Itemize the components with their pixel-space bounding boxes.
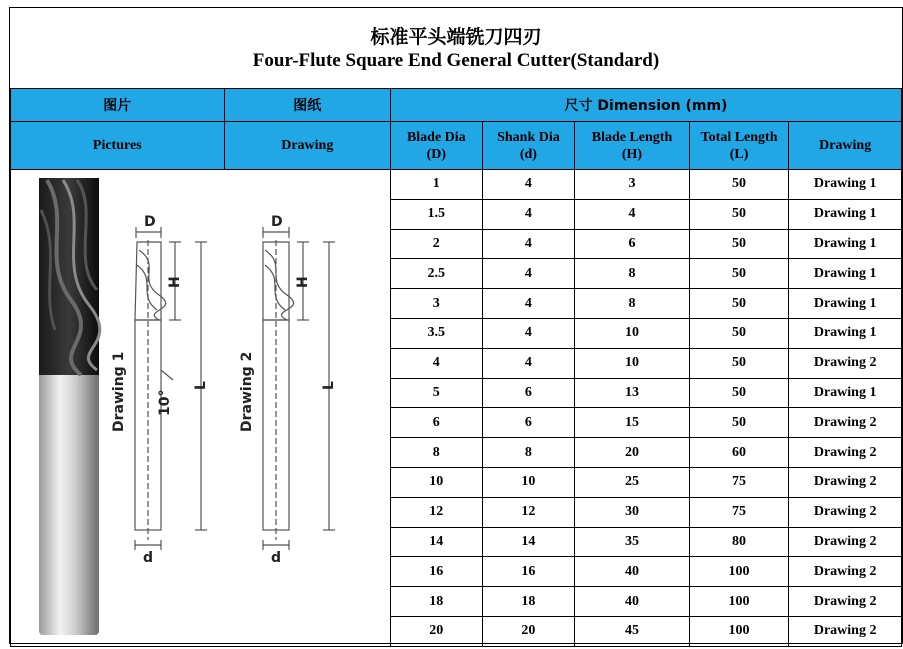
cell-blade-length: 20 <box>575 438 690 468</box>
cell-shank-dia: 4 <box>482 289 575 319</box>
header-drawing-cn: 图纸 <box>224 89 390 122</box>
cell-shank-dia: 6 <box>482 378 575 408</box>
cell-blade-dia: 5 <box>391 378 483 408</box>
cell-blade-length: 8 <box>575 289 690 319</box>
cell-shank-dia: 4 <box>482 199 575 229</box>
cell-blade-length: 15 <box>575 408 690 438</box>
drawing-2-D-label: D <box>271 214 283 230</box>
drawing-1-L-label: L <box>193 381 209 390</box>
drawing-2-label: Drawing 2 <box>239 351 255 432</box>
cell-total-length: 75 <box>689 467 789 497</box>
cell-shank-dia: 4 <box>482 170 575 200</box>
cell-drawing: Drawing 1 <box>789 289 902 319</box>
cell-shank-dia: 14 <box>482 527 575 557</box>
drawing-2-d-label: d <box>271 550 282 566</box>
cell-blade-length: 4 <box>575 199 690 229</box>
header-blade-length: Blade Length (H) <box>575 122 690 170</box>
title-block <box>10 8 902 88</box>
cell-drawing: Drawing 1 <box>789 199 902 229</box>
cell-drawing: Drawing 2 <box>789 467 902 497</box>
header-drawing-col: Drawing <box>789 122 902 170</box>
cell-drawing: Drawing 2 <box>789 438 902 468</box>
cell-blade-length: 40 <box>575 587 690 617</box>
cell-shank-dia: 12 <box>482 497 575 527</box>
header-total-length: Total Length (L) <box>689 122 789 170</box>
header-shank-dia: Shank Dia (d) <box>482 122 575 170</box>
cell-blade-dia: 14 <box>391 527 483 557</box>
cell-total-length: 50 <box>689 170 789 200</box>
header-pictures-cn: 图片 <box>11 89 225 122</box>
cell-total-length: 50 <box>689 318 789 348</box>
cell-blade-dia: 20 <box>391 616 483 646</box>
cell-blade-length: 30 <box>575 497 690 527</box>
cell-shank-dia: 4 <box>482 348 575 378</box>
cell-drawing: Drawing 1 <box>789 318 902 348</box>
cell-shank-dia: 4 <box>482 259 575 289</box>
cell-shank-dia: 16 <box>482 557 575 587</box>
cell-blade-dia: 6 <box>391 408 483 438</box>
drawing-1-D-label: D <box>144 214 156 230</box>
title-chinese: 标准平头端铣刀四刃 <box>370 26 542 48</box>
cell-total-length: 50 <box>689 378 789 408</box>
cell-blade-length: 25 <box>575 467 690 497</box>
cell-total-length: 75 <box>689 497 789 527</box>
cell-shank-dia: 6 <box>482 408 575 438</box>
cell-blade-dia: 2.5 <box>391 259 483 289</box>
drawing-2-L-label: L <box>321 381 337 390</box>
cell-total-length: 50 <box>689 199 789 229</box>
picture-drawing-cell <box>11 170 391 647</box>
cell-drawing: Drawing 1 <box>789 170 902 200</box>
cell-blade-dia: 10 <box>391 467 483 497</box>
header-drawing: Drawing <box>224 122 390 170</box>
cell-drawing: Drawing 2 <box>789 527 902 557</box>
cell-blade-dia: 4 <box>391 348 483 378</box>
cell-blade-length: 8 <box>575 259 690 289</box>
drawing-1-angle-label: 10° <box>157 389 173 416</box>
cell-blade-dia: 12 <box>391 497 483 527</box>
drawing-1-H-label: H <box>167 276 183 288</box>
title-english: Four-Flute Square End General Cutter(Standard) <box>252 50 660 71</box>
cell-drawing: Drawing 2 <box>789 616 902 646</box>
cell-blade-length: 13 <box>575 378 690 408</box>
cell-blade-length: 6 <box>575 229 690 259</box>
cell-total-length: 50 <box>689 408 789 438</box>
cell-blade-dia: 18 <box>391 587 483 617</box>
cell-total-length: 100 <box>689 587 789 617</box>
cell-blade-length: 10 <box>575 348 690 378</box>
spec-sheet <box>9 7 903 644</box>
cell-shank-dia: 10 <box>482 467 575 497</box>
drawing-2-H-label: H <box>295 276 311 288</box>
cell-blade-length: 3 <box>575 170 690 200</box>
cell-total-length: 50 <box>689 289 789 319</box>
header-pictures: Pictures <box>11 122 225 170</box>
table-row <box>11 170 902 200</box>
cell-blade-dia: 1.5 <box>391 199 483 229</box>
drawing-1-label: Drawing 1 <box>111 351 127 432</box>
cell-drawing: Drawing 2 <box>789 497 902 527</box>
spec-table <box>10 88 902 647</box>
header-dimension: 尺寸 Dimension (mm) <box>391 89 902 122</box>
cell-blade-length: 40 <box>575 557 690 587</box>
header-row-secondary <box>11 122 902 170</box>
cell-drawing: Drawing 1 <box>789 378 902 408</box>
cell-total-length: 50 <box>689 229 789 259</box>
cell-drawing: Drawing 2 <box>789 348 902 378</box>
cell-blade-length: 35 <box>575 527 690 557</box>
cell-blade-dia: 8 <box>391 438 483 468</box>
cell-blade-dia: 1 <box>391 170 483 200</box>
cell-blade-dia: 3 <box>391 289 483 319</box>
cell-shank-dia: 4 <box>482 318 575 348</box>
cell-total-length: 60 <box>689 438 789 468</box>
drawing-1-d-label: d <box>143 550 154 566</box>
cell-shank-dia: 8 <box>482 438 575 468</box>
cell-shank-dia: 4 <box>482 229 575 259</box>
cell-total-length: 50 <box>689 348 789 378</box>
cell-total-length: 100 <box>689 557 789 587</box>
cell-blade-dia: 16 <box>391 557 483 587</box>
cell-blade-length: 10 <box>575 318 690 348</box>
cell-total-length: 100 <box>689 616 789 646</box>
cell-shank-dia: 20 <box>482 616 575 646</box>
cell-blade-dia: 3.5 <box>391 318 483 348</box>
cell-blade-length: 45 <box>575 616 690 646</box>
cell-drawing: Drawing 1 <box>789 259 902 289</box>
header-blade-dia: Blade Dia (D) <box>391 122 483 170</box>
cell-drawing: Drawing 2 <box>789 557 902 587</box>
cell-total-length: 50 <box>689 259 789 289</box>
cell-blade-dia: 2 <box>391 229 483 259</box>
cell-drawing: Drawing 2 <box>789 587 902 617</box>
cell-drawing: Drawing 1 <box>789 229 902 259</box>
cell-drawing: Drawing 2 <box>789 408 902 438</box>
cell-total-length: 80 <box>689 527 789 557</box>
technical-drawings <box>11 170 390 645</box>
header-row-primary <box>11 89 902 122</box>
cell-shank-dia: 18 <box>482 587 575 617</box>
